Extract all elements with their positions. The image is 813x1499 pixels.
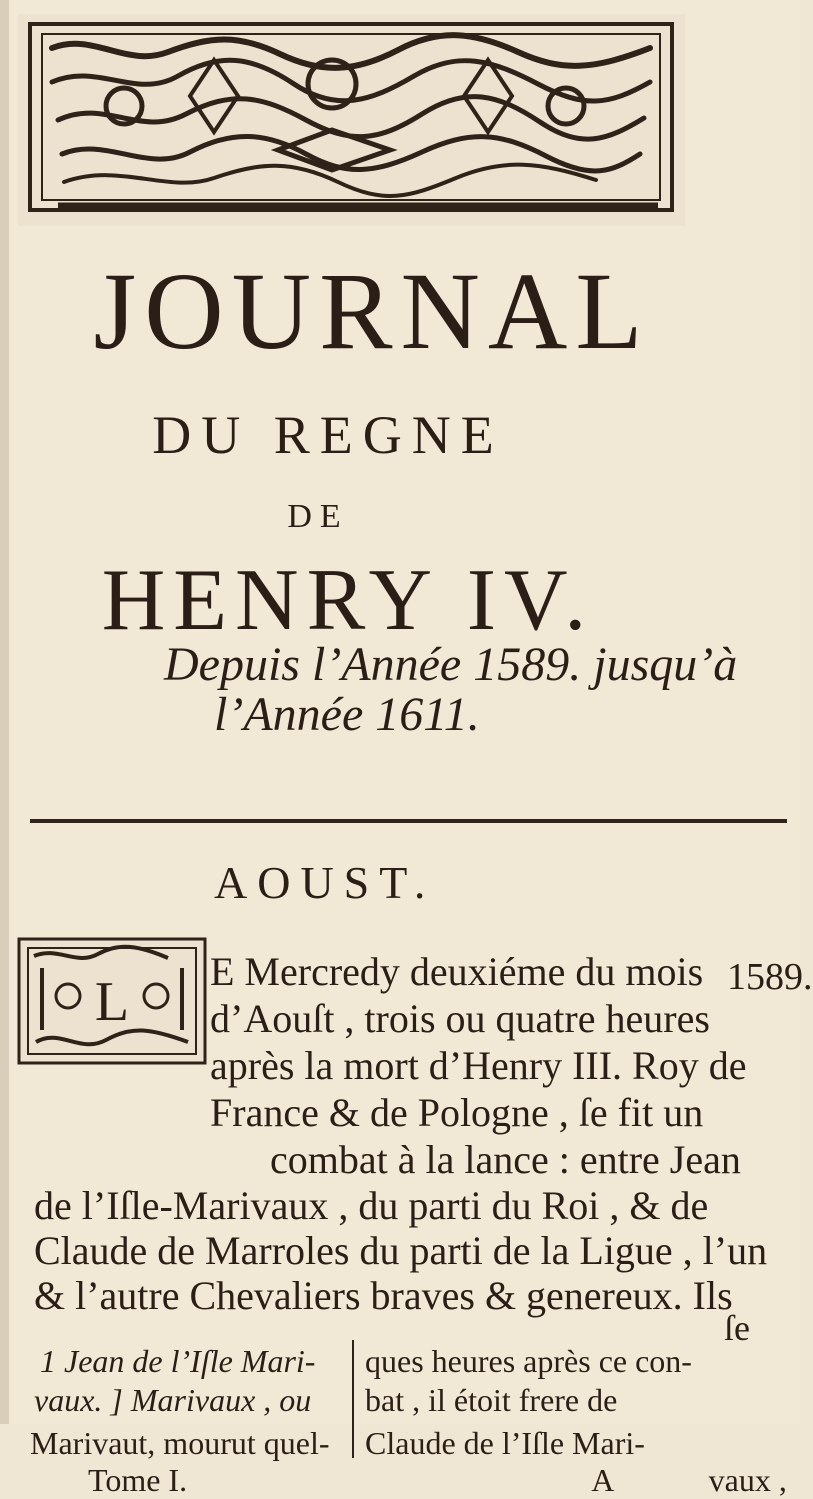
title-henry: HENRY IV. [101, 552, 595, 649]
subtitle-line-2: l’Année 1611. [214, 688, 480, 742]
footer-catchword: vaux , [708, 1462, 787, 1498]
catchword: ſe [724, 1308, 750, 1348]
dropcap-letter: L [94, 971, 130, 1033]
footer-line [88, 1462, 787, 1499]
paragraph-line-8: & l’autre Chevaliers braves & genereux. Ils [34, 1273, 733, 1318]
note-divider [352, 1340, 354, 1458]
paragraph-line-4: France & de Pologne , ſe fit un [210, 1090, 704, 1135]
signature-mark: A [591, 1462, 613, 1498]
title-journal: JOURNAL [93, 250, 651, 372]
note-left-line-3: Marivaut, mourut quel- [30, 1425, 330, 1461]
note-right-line-1: ques heures après ce con- [365, 1343, 692, 1379]
tome-label: Tome I. [88, 1462, 188, 1498]
paragraph-line-3: après la mort d’Henry III. Roy de [210, 1043, 747, 1088]
subtitle-dates [164, 640, 737, 741]
margin-year: 1589. [727, 956, 813, 998]
dropcap-ornament [18, 938, 206, 1064]
paragraph-line-7: Claude de Marroles du parti de la Ligue , l’un [34, 1228, 768, 1273]
headpiece-ornament [18, 14, 685, 226]
paragraph-line-1: E Mercredy deuxiéme du mois [210, 949, 704, 994]
page-edge [0, 0, 9, 1424]
title-regne: DU REGNE [152, 405, 504, 465]
note-right-line-3: Claude de l’Iſle Mari- [365, 1425, 645, 1461]
paragraph-line-2: d’Aouſt , trois ou quatre heures [210, 996, 710, 1041]
note-right-line-2: bat , il étoit frere de [365, 1382, 618, 1418]
subtitle-line-1: Depuis l’Année 1589. jusqu’à [164, 638, 738, 691]
paragraph-line-5: combat à la lance : entre Jean [270, 1137, 741, 1182]
horizontal-rule [30, 819, 787, 823]
paragraph-line-6: de l’Iſle-Marivaux , du parti du Roi , & de [34, 1183, 709, 1228]
title-de: DE [287, 498, 349, 535]
note-left-line-1: 1 Jean de l’Iſle Mari- [40, 1343, 316, 1379]
note-left-line-2: vaux. ] Marivaux , ou [34, 1382, 312, 1418]
section-heading: AOUST. [214, 857, 436, 908]
